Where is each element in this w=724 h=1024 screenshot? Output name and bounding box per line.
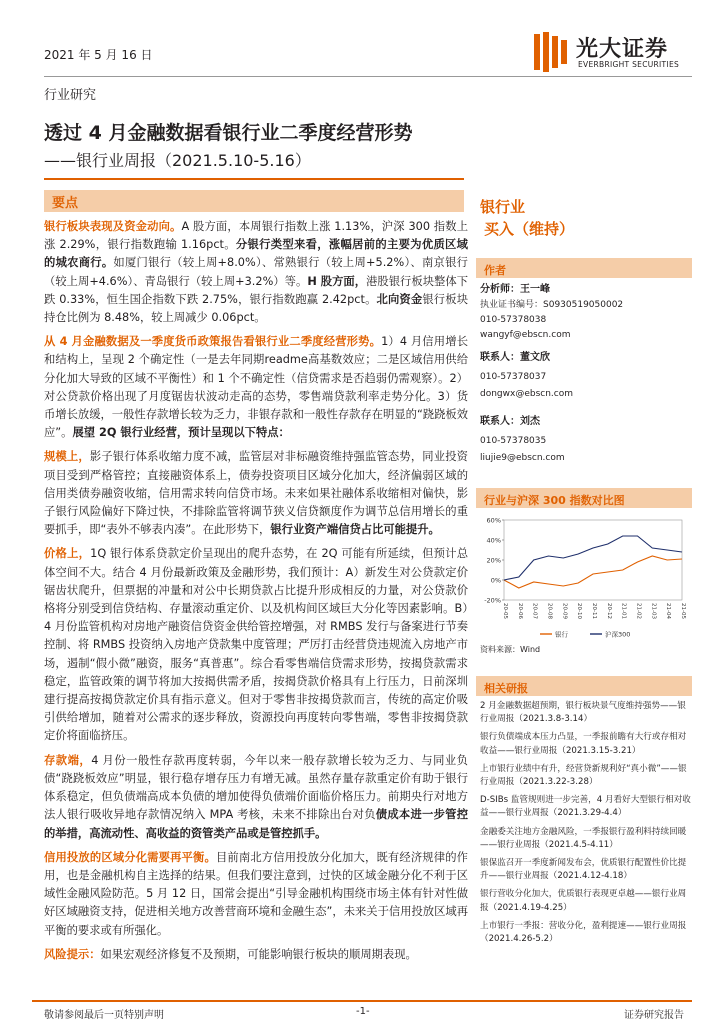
paragraph-heading: 银行板块表现及资金动向。 [44, 220, 182, 233]
x-tick-label: 21-05 [680, 603, 686, 619]
x-tick-label: 20-06 [516, 603, 523, 619]
report-title: 透过 4 月金融数据看银行业二季度经营形势 [44, 122, 413, 144]
paragraph-text: 如果宏观经济修复不及预期，可能影响银行板块的顺周期表现。 [100, 947, 417, 961]
paragraph-text: A 股方面，本周银行指数上涨 1.13%，沪深 300 指数上涨 2.29%，银行指数跑输 1.16pct。 [44, 220, 468, 252]
contact2-phone: 010-57378035 [480, 436, 547, 446]
contact1-label: 联系人： [480, 352, 520, 363]
paragraph-text: 银行板块持仓比例为 8.48%，较上周减少 0.06pct。 [44, 292, 468, 325]
paragraph-text: 展望 2Q 银行业经营，预计呈现以下特点： [72, 426, 290, 440]
paragraph-heading: 从 4 月金融数据及一季度货币政策报告看银行业二季度经营形势。 [44, 335, 382, 349]
summary-paragraph [44, 752, 468, 843]
x-tick-label: 20-08 [546, 603, 553, 619]
title-divider [44, 178, 464, 180]
author-heading: 作者 [484, 264, 506, 277]
contact2-label: 联系人： [480, 416, 520, 427]
contact1-phone: 010-57378037 [480, 372, 547, 382]
y-tick-label: 60% [486, 516, 501, 525]
summary-heading: 要点 [52, 196, 79, 211]
chart-source: 资料来源：Wind [480, 645, 541, 654]
paragraph-heading: 规模上， [44, 450, 90, 464]
analyst-cert: 执业证书编号：S0930519050002 [480, 300, 624, 310]
paragraph-text: 债成本进一步管控的举措，高流动性、高收益的资管类产品或是管控抓手。 [44, 808, 468, 840]
logo-english-name: EVERBRIGHT SECURITIES [578, 60, 680, 69]
x-tick-label: 20-05 [502, 603, 508, 619]
y-tick-label: 0% [490, 576, 501, 585]
analyst-block [480, 282, 623, 343]
sector-name: 银行业 [480, 198, 526, 216]
paragraph-text: H 股方面， [307, 274, 367, 288]
paragraph-heading: 价格上， [44, 547, 91, 561]
header-divider [44, 76, 692, 77]
summary-paragraph [44, 946, 468, 964]
related-report-item[interactable]: 上市银行一季报：营收分化，盈利提速——银行业周报（2021.4.26-5.2） [480, 920, 687, 945]
contact1-block [480, 350, 573, 402]
related-report-item[interactable]: 银行负债端成本压力凸显，一季报前瞻有大行或存相对收益——银行业周报（2021.3.15-3.21） [480, 732, 687, 756]
summary-paragraph [44, 545, 468, 745]
index-comparison-chart [476, 512, 692, 642]
footer-disclaimer: 敬请参阅最后一页特别声明 [44, 1010, 164, 1021]
related-report-item[interactable]: 2 月金融数据超预期，银行板块景气度维持强势——银行业周报（2021.3.8-3.14） [480, 701, 686, 725]
y-tick-label: 20% [486, 556, 501, 565]
x-tick-label: 20-09 [561, 603, 568, 619]
sector-rating: 买入（维持） [484, 220, 575, 238]
author-header-bar [476, 258, 692, 278]
main-text-column [44, 218, 468, 970]
paragraph-heading: 信用投放的区域分化需要再平衡。 [44, 850, 216, 864]
paragraph-text: 分银行类型来看，涨幅居前的主要为优质区域的城农商行。 [44, 238, 468, 270]
analyst-label: 分析师： [480, 284, 520, 295]
summary-paragraph [44, 333, 468, 442]
analyst-email[interactable]: wangyf@ebscn.com [480, 330, 571, 340]
related-report-item[interactable]: 上市银行业绩中有升，经营贷新规利好“真小微”——银行业周报（2021.3.22-3.28） [480, 763, 687, 788]
footer-divider [32, 1000, 692, 1002]
series-line-hs300 [504, 536, 682, 580]
legend-label: 银行 [555, 630, 568, 639]
contact1-name: 董文欣 [520, 352, 550, 363]
paragraph-text: 港股银行板块整体下跌 0.33%，恒生国企指数下跌 2.75%，银行指数跑赢 2.42pct。 [44, 274, 468, 306]
analyst-name: 王一峰 [520, 284, 550, 295]
x-tick-label: 21-04 [665, 603, 672, 619]
paragraph-text: 银行业资产端信贷占比可能提升。 [270, 523, 440, 537]
paragraph-text: 1Q 银行体系贷款定价呈现出的爬升态势，在 2Q 可能有所延续，但预计总体空间不大。结合 4 月份最新政策及金融形势，我们预计：A）新发生对公贷款定价锯齿状爬升，但票据的冲量和对公中长期贷款占比提升形成相反的力量，对公贷款价格将分别受到信贷结构、存量滚动重定价、以及机构间区域巨大分化等因素影响。B）4 月份监管机构对房地产融资信贷资金供给管控增强，对 RMBS 发行与备案进行节奏控制、将 RMBS 投资纳入房地产贷款集中度管理；严厉打击经营贷违规流入房地产市场，遏制“假小微”融资，服务“真普惠”。综合看零售端信贷需求形势，按揭贷款需求稳定，监管政策的调节将加大按揭供需矛盾，按揭贷款价格具有上行压力，日前深圳建行提高按揭贷款定价具有指示意义。但对于零售非按揭贷款而言，传统的高定价吸引供给增加，随着对公需求的逐步释放，资源投向再度转向零售端，零售非按揭贷款定价将面临挤压。 [44, 547, 468, 743]
contact2-name: 刘杰 [520, 416, 540, 427]
paragraph-heading: 风险提示： [44, 947, 101, 961]
series-line-bank [504, 556, 682, 588]
related-report-item[interactable]: 银行营收分化加大，优质银行表现更卓越——银行业周报（2021.4.19-4.25） [480, 889, 687, 913]
related-report-item[interactable]: D-SIBs 监管规则进一步完善，4 月看好大型银行相对收益——银行业周报（2021.3.29-4.4） [480, 795, 691, 819]
paragraph-heading: 存款端， [44, 753, 92, 767]
paragraph-text: 4 月份一般性存款再度转弱，今年以来一般存款增长较为乏力、与同业负债“跷跷板效应”明显，银行稳存增存压力有增无减。虽然存量存款重定价有助于银行体系稳定，但负债端高成本负债的增加使得负债端价面临价格压力。前期央行对地方法人银行吸收异地存款情况纳入 MPA 考核，未来不排除出台对负 [44, 753, 468, 822]
x-tick-label: 20-07 [531, 603, 538, 619]
paragraph-text: 北向资金 [376, 292, 423, 306]
reports-heading: 相关研报 [484, 682, 528, 695]
summary-paragraph [44, 448, 468, 539]
x-tick-label: 20-10 [576, 603, 583, 619]
x-tick-label: 21-02 [635, 603, 642, 619]
company-logo [532, 28, 692, 80]
paragraph-text: 1）4 月信用增长和结构上，呈现 2 个确定性（一是去年同期readme高基数效应；二是区域信用供给分化加大导致的区域不平衡性）和 1 个不确定性（信贷需求是否趋弱仍需观察）。2）对公贷款价格出现了月度锯齿状波动走高的态势，零售端贷款利率走势分化。3）货币增长放缓，一般性存款增长较为乏力，非银存款和一般性存款存在明显的“跷跷板效应”。 [44, 335, 468, 440]
contact2-block [480, 414, 565, 466]
report-category: 行业研究 [44, 88, 97, 103]
sun-logo-icon [532, 30, 572, 74]
x-tick-label: 20-11 [591, 603, 597, 619]
paragraph-text: 如厦门银行（较上周+8.0%）、常熟银行（较上周+5.2%）、南京银行（较上周+4.6%）、青岛银行（较上周+3.2%）等。 [44, 256, 468, 288]
related-reports-list [480, 700, 692, 951]
summary-paragraph [44, 218, 468, 327]
page-number: -1- [356, 1006, 370, 1017]
x-tick-label: 21-03 [650, 603, 657, 619]
summary-paragraph [44, 849, 468, 940]
report-subtitle: ——银行业周报（2021.5.10-5.16） [44, 151, 311, 170]
logo-chinese-name: 光大证券 [576, 37, 669, 62]
legend-label: 沪深300 [605, 630, 631, 639]
report-date: 2021 年 5 月 16 日 [44, 48, 153, 62]
contact2-email[interactable]: liujie9@ebscn.com [480, 453, 565, 463]
chart-title: 行业与沪深 300 指数对比图 [484, 494, 625, 507]
y-tick-label: -20% [484, 596, 501, 605]
x-tick-label: 20-12 [605, 603, 612, 619]
y-tick-label: 40% [486, 536, 501, 545]
summary-header-bar [44, 190, 464, 212]
contact1-email[interactable]: dongwx@ebscn.com [480, 389, 573, 399]
paragraph-text: 目前南北方信用投放分化加大，既有经济规律的作用，也是金融机构自主选择的结果。但我们要注意到，过快的区域金融分化不利于区域性金融风险防范。5 月 12 日，国常会提出“引导金融机构围绕市场主体有针对性做好区域融资支持，促进相关地方改善营商环境和金融生态”，未来关于信用投放区域再平衡的要求或有所强化。 [44, 850, 468, 937]
x-tick-label: 21-01 [620, 603, 627, 619]
paragraph-text: 影子银行体系收缩力度不减，监管层对非标融资维持强监管态势，同业投资项目受到严格管控；直接融资体系上，债券投资项目区域分化加大，经济偏弱区域的信用类债券融资收缩，信用需求转向信贷市场。未来如果社融体系收缩相对偏快，影子银行风险偏好下降过快，不排除监管将调节狭义信贷额度作为调节总信用增长的重要抓手，即“表外不够表内凑”。在此形势下， [44, 450, 468, 537]
plot-frame [504, 520, 682, 600]
related-report-item[interactable]: 银保监召开一季度新闻发布会，优质银行配置性价比提升——银行业周报（2021.4.12-4.18） [480, 858, 687, 882]
footer-report-type: 证券研究报告 [624, 1010, 684, 1021]
analyst-phone: 010-57378038 [480, 315, 547, 325]
related-report-item[interactable]: 金融委关注地方金融风险，一季报银行盈利料持续回暖——银行业周报（2021.4.5-4.11） [480, 826, 687, 850]
